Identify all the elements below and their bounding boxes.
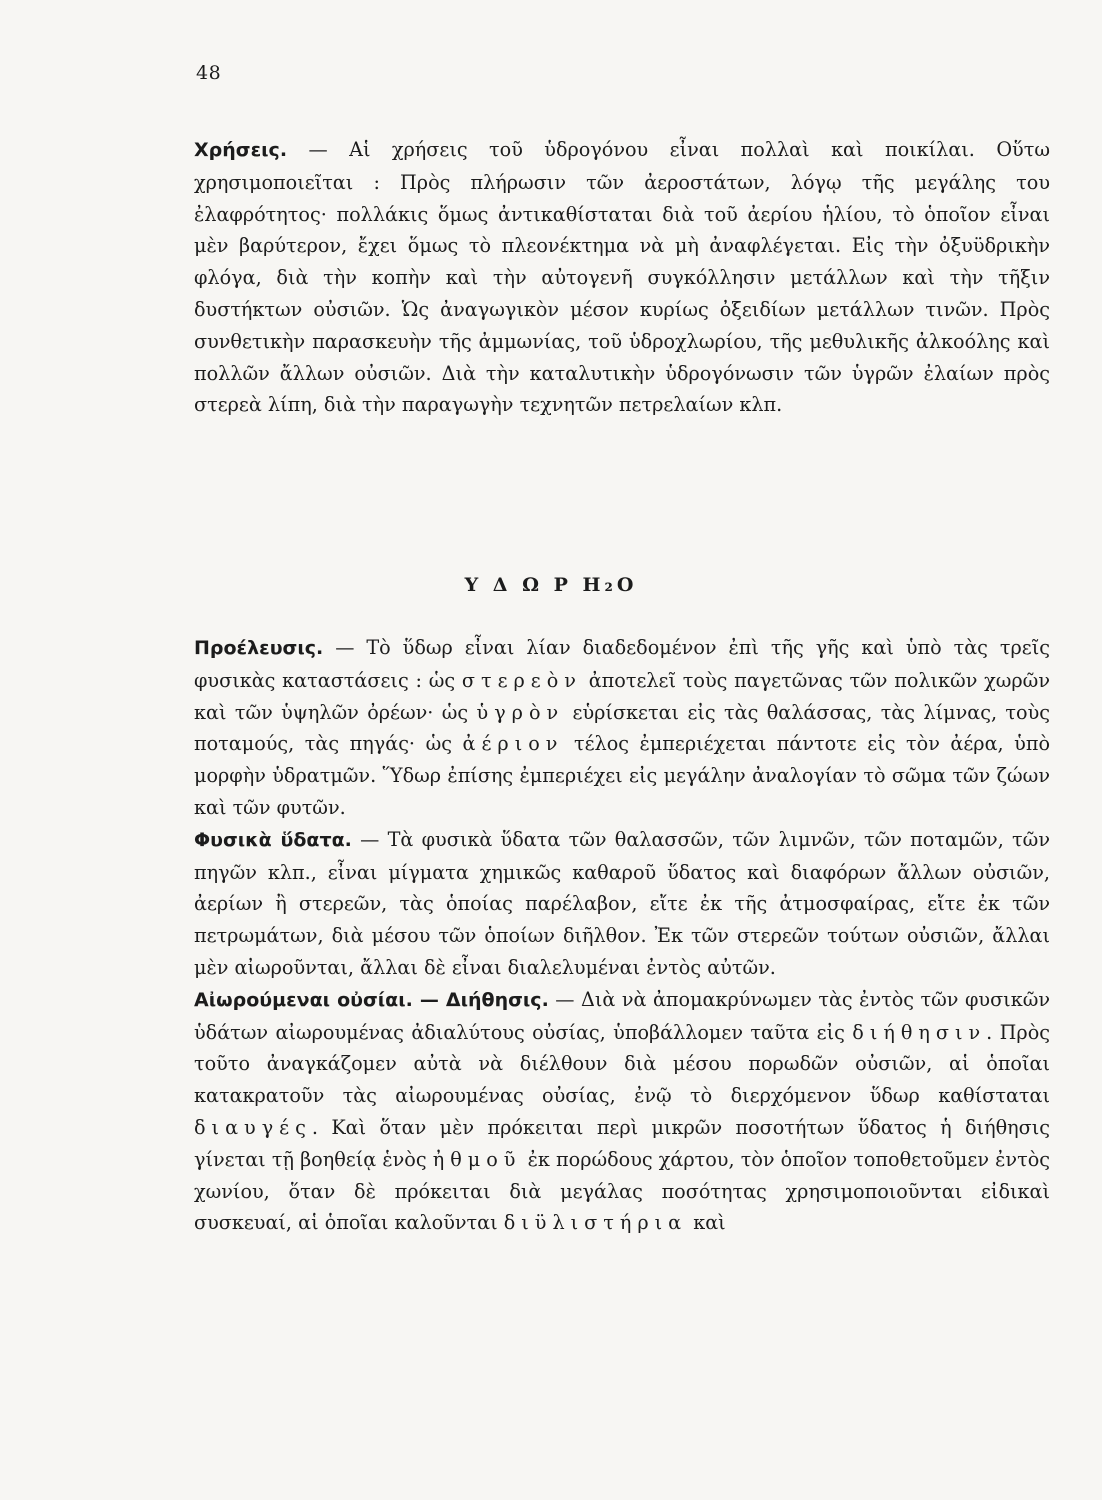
origin-liquid: ὑγρὸν bbox=[476, 700, 565, 724]
suspended-filters: διϋλιστήρια bbox=[503, 1211, 688, 1235]
suspended-text-1: — Διὰ νὰ ἀπομακρύνωμεν τὰς ἐντὸς τῶν φυσικῶν ὑδάτων αἰωρουμένας ἀδιαλύτους οὐσίας, ὑποβάλλομεν ταῦτα εἰς bbox=[194, 987, 1051, 1044]
natural-waters-heading: Φυσικὰ ὕδατα. bbox=[194, 828, 352, 851]
origin-text-1: — Τὸ ὕδωρ εἶναι λίαν διαδεδομένον ἐπὶ τῆς γῆς καὶ ὑπὸ τὰς τρεῖς φυσικὰς καταστάσεις : ὡς bbox=[194, 636, 1050, 692]
origin-text-4: τέλος ἐμπεριέχεται πάντοτε εἰς τὸν ἀέρα, ὑπὸ μορφὴν ὑδρατμῶν. Ὕδωρ ἐπίσης ἐμπεριέχει εἰς μεγάλην ἀναλογίαν τὸ σῶμα τῶν ζώων καὶ τῶν φυτῶν. bbox=[194, 732, 1050, 819]
origin-paragraph bbox=[194, 632, 1050, 824]
suspended-text-4: ἐκ πορώδους χάρτου, τὸν ὁποῖον τοποθετοῦμεν ἐντὸς χωνίου, ὅταν δὲ πρόκειται διὰ μεγάλας ποσότητας χρησιμοποιοῦνται εἰδικαὶ συσκευαί, αἱ ὁποῖαι καλοῦνται bbox=[194, 1147, 1051, 1235]
uses-text: — Αἱ χρήσεις τοῦ ὑδρογόνου εἶναι πολλαὶ καὶ ποικίλαι. Οὕτω χρησιμοποιεῖται : Πρὸς πλήρωσιν τῶν ἀεροστάτων, λόγῳ τῆς μεγάλης του ἐλαφρότητος· πολλάκις ὅμως ἀντικαθίσταται διὰ τοῦ ἀερίου ἡλίου, τὸ ὁποῖον εἶναι μὲν βαρύτερον, ἔχει ὅμως τὸ πλεονέκτημα νὰ μὴ ἀναφλέγεται. Εἰς τὴν ὀξυϋδρικὴν φλόγα, διὰ τὴν κοπὴν καὶ τὴν αὐτογενῆ συγκόλλησιν μετάλλων καὶ τὴν τῆξιν δυστήκτων οὐσιῶν. Ὡς ἀναγωγικὸν μέσον κυρίως ὀξειδίων μετάλλων τινῶν. Πρὸς συνθετικὴν παρασκευὴν τῆς ἀμμωνίας, τοῦ ὑδροχλωρίου, τῆς μεθυλικῆς ἀλκοόλης καὶ πολλῶν ἄλλων οὐσιῶν. Διὰ τὴν καταλυτικὴν ὑδρογόνωσιν τῶν ὑγρῶν ἐλαίων πρὸς στερεὰ λίπη, διὰ τὴν παραγωγὴν τεχνητῶν πετρελαίων κλπ. bbox=[194, 138, 1050, 417]
suspended-text-3: . Καὶ ὅταν μὲν πρόκειται περὶ μικρῶν ποσοτήτων ὕδατος ἡ διήθησις γίνεται τῇ βοηθείᾳ ἑνὸς bbox=[194, 1115, 1050, 1171]
natural-waters-text: — Τὰ φυσικὰ ὕδατα τῶν θαλασσῶν, τῶν λιμνῶν, τῶν ποταμῶν, τῶν πηγῶν κλπ., εἶναι μίγματα χημικῶς καθαροῦ ὕδατος καὶ διαφόρων ἄλλων οὐσιῶν, ἀερίων ἢ στερεῶν, τὰς ὁποίας παρέλαβον, εἴτε ἐκ τῆς ἀτμοσφαίρας, εἴτε ἐκ τῶν πετρωμάτων, διὰ μέσου τῶν ὁποίων διῆλθον. Ἐκ τῶν στερεῶν τούτων οὐσιῶν, ἄλλαι μὲν αἰωροῦνται, ἄλλαι δὲ εἶναι διαλελυμέναι ἐντὸς αὐτῶν. bbox=[194, 827, 1050, 979]
suspended-paragraph bbox=[194, 984, 1050, 1239]
origin-text-2: ἀποτελεῖ τοὺς παγετῶνας τῶν πολικῶν χωρῶν καὶ τῶν ὑψηλῶν ὀρέων· ὡς bbox=[194, 668, 1050, 724]
natural-waters-paragraph bbox=[194, 824, 1050, 984]
suspended-strainer: ἠθμοῦ bbox=[432, 1147, 522, 1171]
suspended-filtration: διήθησιν bbox=[852, 1020, 987, 1044]
uses-section bbox=[194, 134, 1050, 421]
suspended-clear: διαυγές bbox=[194, 1115, 312, 1139]
origin-heading: Προέλευσις. bbox=[194, 637, 324, 659]
suspended-heading: Αἰωρούμεναι οὐσίαι. — Διήθησις. bbox=[194, 988, 549, 1011]
origin-solid: στερεὸν bbox=[461, 668, 582, 692]
origin-text-3: εὑρίσκεται εἰς τὰς θαλάσσας, τὰς λίμνας, τοὺς ποταμούς, τὰς πηγάς· ὡς bbox=[194, 700, 1050, 756]
water-sections bbox=[194, 632, 1050, 1239]
uses-heading: Χρήσεις. bbox=[194, 139, 288, 161]
origin-gas: ἀέριον bbox=[462, 732, 564, 756]
suspended-text-5: καὶ bbox=[687, 1211, 726, 1235]
uses-paragraph bbox=[194, 134, 1050, 421]
suspended-text-2: . Πρὸς τοῦτο ἀναγκάζομεν αὐτὰ νὰ διέλθουν διὰ μέσου πορωδῶν οὐσιῶν, αἱ ὁποῖαι κατακρατοῦν τὰς αἰωρουμένας οὐσίας, ἐνῷ τὸ διερχόμενον ὕδωρ καθίσταται bbox=[194, 1020, 1050, 1108]
page-number: 48 bbox=[196, 62, 222, 84]
water-title: Υ Δ Ω Ρ H₂O bbox=[464, 574, 638, 596]
